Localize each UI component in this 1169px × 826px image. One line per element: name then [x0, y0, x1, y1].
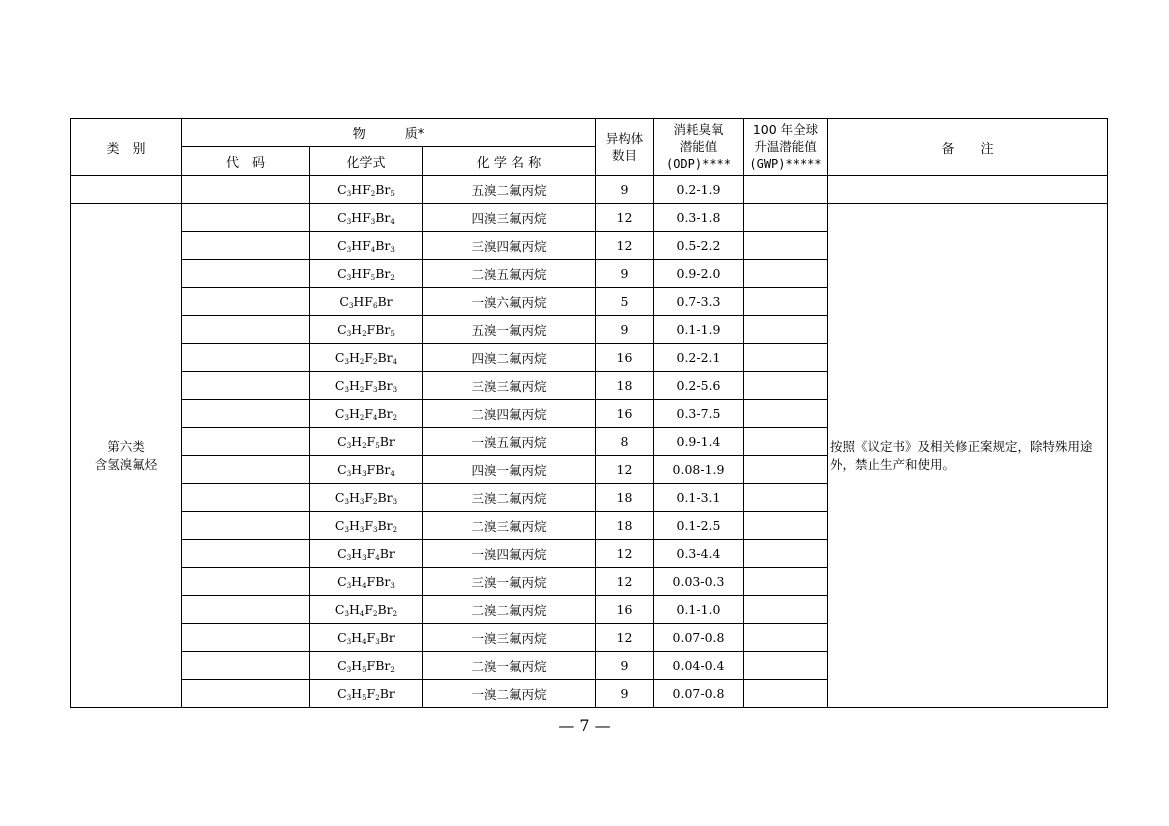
name-cell: 二溴一氟丙烷: [423, 652, 596, 680]
isomers-cell: 9: [596, 316, 654, 344]
odp-cell: 0.08-1.9: [654, 456, 744, 484]
table-row: [71, 176, 1108, 204]
table-row: [71, 204, 1108, 232]
name-cell: 一溴二氟丙烷: [423, 680, 596, 708]
category-line2: 含氢溴氟烃: [94, 456, 158, 472]
formula-cell: $C_3H_4F_2Br_2$: [310, 596, 423, 624]
formula-cell: $C_3HF_4Br_3$: [310, 232, 423, 260]
isomers-cell: 18: [596, 372, 654, 400]
category-line1: 第六类: [107, 438, 145, 454]
code-cell: [182, 428, 310, 456]
odp-cell: 0.3-4.4: [654, 540, 744, 568]
isomers-cell: 8: [596, 428, 654, 456]
formula-cell: $C_3H_3F_3Br_2$: [310, 512, 423, 540]
header-code: 代 码: [182, 147, 310, 176]
remarks-cell: [828, 176, 1108, 204]
isomers-cell: 5: [596, 288, 654, 316]
gwp-cell: [744, 680, 828, 708]
formula-cell: $C_3HF_6Br$: [310, 288, 423, 316]
header-substance: 物 质*: [182, 119, 596, 147]
header-category: 类 别: [71, 119, 182, 176]
formula-cell: $C_3H_3FBr_4$: [310, 456, 423, 484]
gwp-cell: [744, 288, 828, 316]
code-cell: [182, 400, 310, 428]
odp-cell: 0.07-0.8: [654, 624, 744, 652]
isomers-cell: 18: [596, 512, 654, 540]
code-cell: [182, 372, 310, 400]
code-cell: [182, 540, 310, 568]
gwp-cell: [744, 652, 828, 680]
odp-cell: 0.2-1.9: [654, 176, 744, 204]
code-cell: [182, 484, 310, 512]
category-cell: [71, 176, 182, 204]
isomers-cell: 16: [596, 596, 654, 624]
name-cell: 二溴二氟丙烷: [423, 596, 596, 624]
gwp-cell: [744, 204, 828, 232]
gwp-cell: [744, 456, 828, 484]
header-isomers-line2: 数目: [611, 148, 637, 163]
odp-cell: 0.1-1.0: [654, 596, 744, 624]
header-odp: [654, 119, 744, 176]
gwp-cell: [744, 232, 828, 260]
header-isomers: [596, 119, 654, 176]
header-formula: 化学式: [310, 147, 423, 176]
header-odp-line2: 潜能值: [679, 139, 718, 154]
odp-cell: 0.03-0.3: [654, 568, 744, 596]
isomers-cell: 12: [596, 624, 654, 652]
odp-cell: 0.9-1.4: [654, 428, 744, 456]
name-cell: 三溴一氟丙烷: [423, 568, 596, 596]
code-cell: [182, 512, 310, 540]
odp-cell: 0.1-1.9: [654, 316, 744, 344]
code-cell: [182, 456, 310, 484]
header-gwp: [744, 119, 828, 176]
name-cell: 二溴三氟丙烷: [423, 512, 596, 540]
gwp-cell: [744, 624, 828, 652]
name-cell: 一溴六氟丙烷: [423, 288, 596, 316]
formula-cell: $C_3H_2F_2Br_4$: [310, 344, 423, 372]
formula-cell: $C_3H_2F_3Br_3$: [310, 372, 423, 400]
header-odp-line1: 消耗臭氧: [673, 122, 724, 137]
name-cell: 五溴一氟丙烷: [423, 316, 596, 344]
code-cell: [182, 596, 310, 624]
formula-cell: $C_3HF_3Br_4$: [310, 204, 423, 232]
formula-cell: $C_3H_2F_4Br_2$: [310, 400, 423, 428]
remarks-cell: 按照《议定书》及相关修正案规定，除特殊用途外，禁止生产和使用。: [828, 204, 1108, 708]
isomers-cell: 9: [596, 652, 654, 680]
isomers-cell: 9: [596, 176, 654, 204]
isomers-cell: 12: [596, 204, 654, 232]
code-cell: [182, 652, 310, 680]
header-chem-name: 化 学 名 称: [423, 147, 596, 176]
header-isomers-line1: 异构体: [605, 131, 644, 146]
name-cell: 五溴二氟丙烷: [423, 176, 596, 204]
code-cell: [182, 260, 310, 288]
odp-cell: 0.3-1.8: [654, 204, 744, 232]
formula-cell: $C_3H_5FBr_2$: [310, 652, 423, 680]
name-cell: 一溴四氟丙烷: [423, 540, 596, 568]
code-cell: [182, 344, 310, 372]
odp-cell: 0.3-7.5: [654, 400, 744, 428]
name-cell: 一溴三氟丙烷: [423, 624, 596, 652]
formula-cell: $C_3H_2F_5Br$: [310, 428, 423, 456]
isomers-cell: 12: [596, 232, 654, 260]
name-cell: 三溴四氟丙烷: [423, 232, 596, 260]
gwp-cell: [744, 260, 828, 288]
isomers-cell: 12: [596, 540, 654, 568]
header-gwp-line3: (GWP)*****: [749, 157, 822, 171]
gwp-cell: [744, 372, 828, 400]
gwp-cell: [744, 596, 828, 624]
code-cell: [182, 624, 310, 652]
name-cell: 二溴五氟丙烷: [423, 260, 596, 288]
isomers-cell: 9: [596, 260, 654, 288]
name-cell: 四溴一氟丙烷: [423, 456, 596, 484]
isomers-cell: 9: [596, 680, 654, 708]
odp-cell: 0.04-0.4: [654, 652, 744, 680]
code-cell: [182, 232, 310, 260]
substance-table: [70, 118, 1108, 708]
name-cell: 四溴二氟丙烷: [423, 344, 596, 372]
gwp-cell: [744, 568, 828, 596]
isomers-cell: 12: [596, 456, 654, 484]
isomers-cell: 18: [596, 484, 654, 512]
code-cell: [182, 176, 310, 204]
formula-cell: $C_3H_3F_4Br$: [310, 540, 423, 568]
gwp-cell: [744, 484, 828, 512]
gwp-cell: [744, 400, 828, 428]
odp-cell: 0.1-3.1: [654, 484, 744, 512]
formula-cell: $C_3HF_5Br_2$: [310, 260, 423, 288]
gwp-cell: [744, 512, 828, 540]
code-cell: [182, 204, 310, 232]
code-cell: [182, 288, 310, 316]
name-cell: 三溴三氟丙烷: [423, 372, 596, 400]
formula-cell: $C_3H_4F_3Br$: [310, 624, 423, 652]
name-cell: 四溴三氟丙烷: [423, 204, 596, 232]
odp-cell: 0.7-3.3: [654, 288, 744, 316]
name-cell: 三溴二氟丙烷: [423, 484, 596, 512]
odp-cell: 0.2-5.6: [654, 372, 744, 400]
gwp-cell: [744, 176, 828, 204]
formula-cell: $C_3H_5F_2Br$: [310, 680, 423, 708]
odp-cell: 0.2-2.1: [654, 344, 744, 372]
gwp-cell: [744, 540, 828, 568]
name-cell: 一溴五氟丙烷: [423, 428, 596, 456]
odp-cell: 0.1-2.5: [654, 512, 744, 540]
isomers-cell: 16: [596, 344, 654, 372]
header-gwp-line1: 100 年全球: [752, 122, 819, 137]
header-odp-line3: (ODP)****: [665, 157, 732, 171]
formula-cell: $C_3H_2FBr_5$: [310, 316, 423, 344]
code-cell: [182, 680, 310, 708]
odp-cell: 0.9-2.0: [654, 260, 744, 288]
formula-cell: $C_3H_4FBr_3$: [310, 568, 423, 596]
odp-cell: 0.07-0.8: [654, 680, 744, 708]
odp-cell: 0.5-2.2: [654, 232, 744, 260]
gwp-cell: [744, 344, 828, 372]
header-remarks: 备 注: [828, 119, 1108, 176]
page-number: — 7 —: [558, 716, 611, 735]
formula-cell: $C_3HF_2Br_5$: [310, 176, 423, 204]
table-body: [71, 176, 1108, 708]
formula-cell: $C_3H_3F_2Br_3$: [310, 484, 423, 512]
gwp-cell: [744, 316, 828, 344]
category-cell: [71, 204, 182, 708]
name-cell: 二溴四氟丙烷: [423, 400, 596, 428]
isomers-cell: 12: [596, 568, 654, 596]
header-gwp-line2: 升温潜能值: [754, 139, 817, 154]
isomers-cell: 16: [596, 400, 654, 428]
code-cell: [182, 316, 310, 344]
code-cell: [182, 568, 310, 596]
gwp-cell: [744, 428, 828, 456]
